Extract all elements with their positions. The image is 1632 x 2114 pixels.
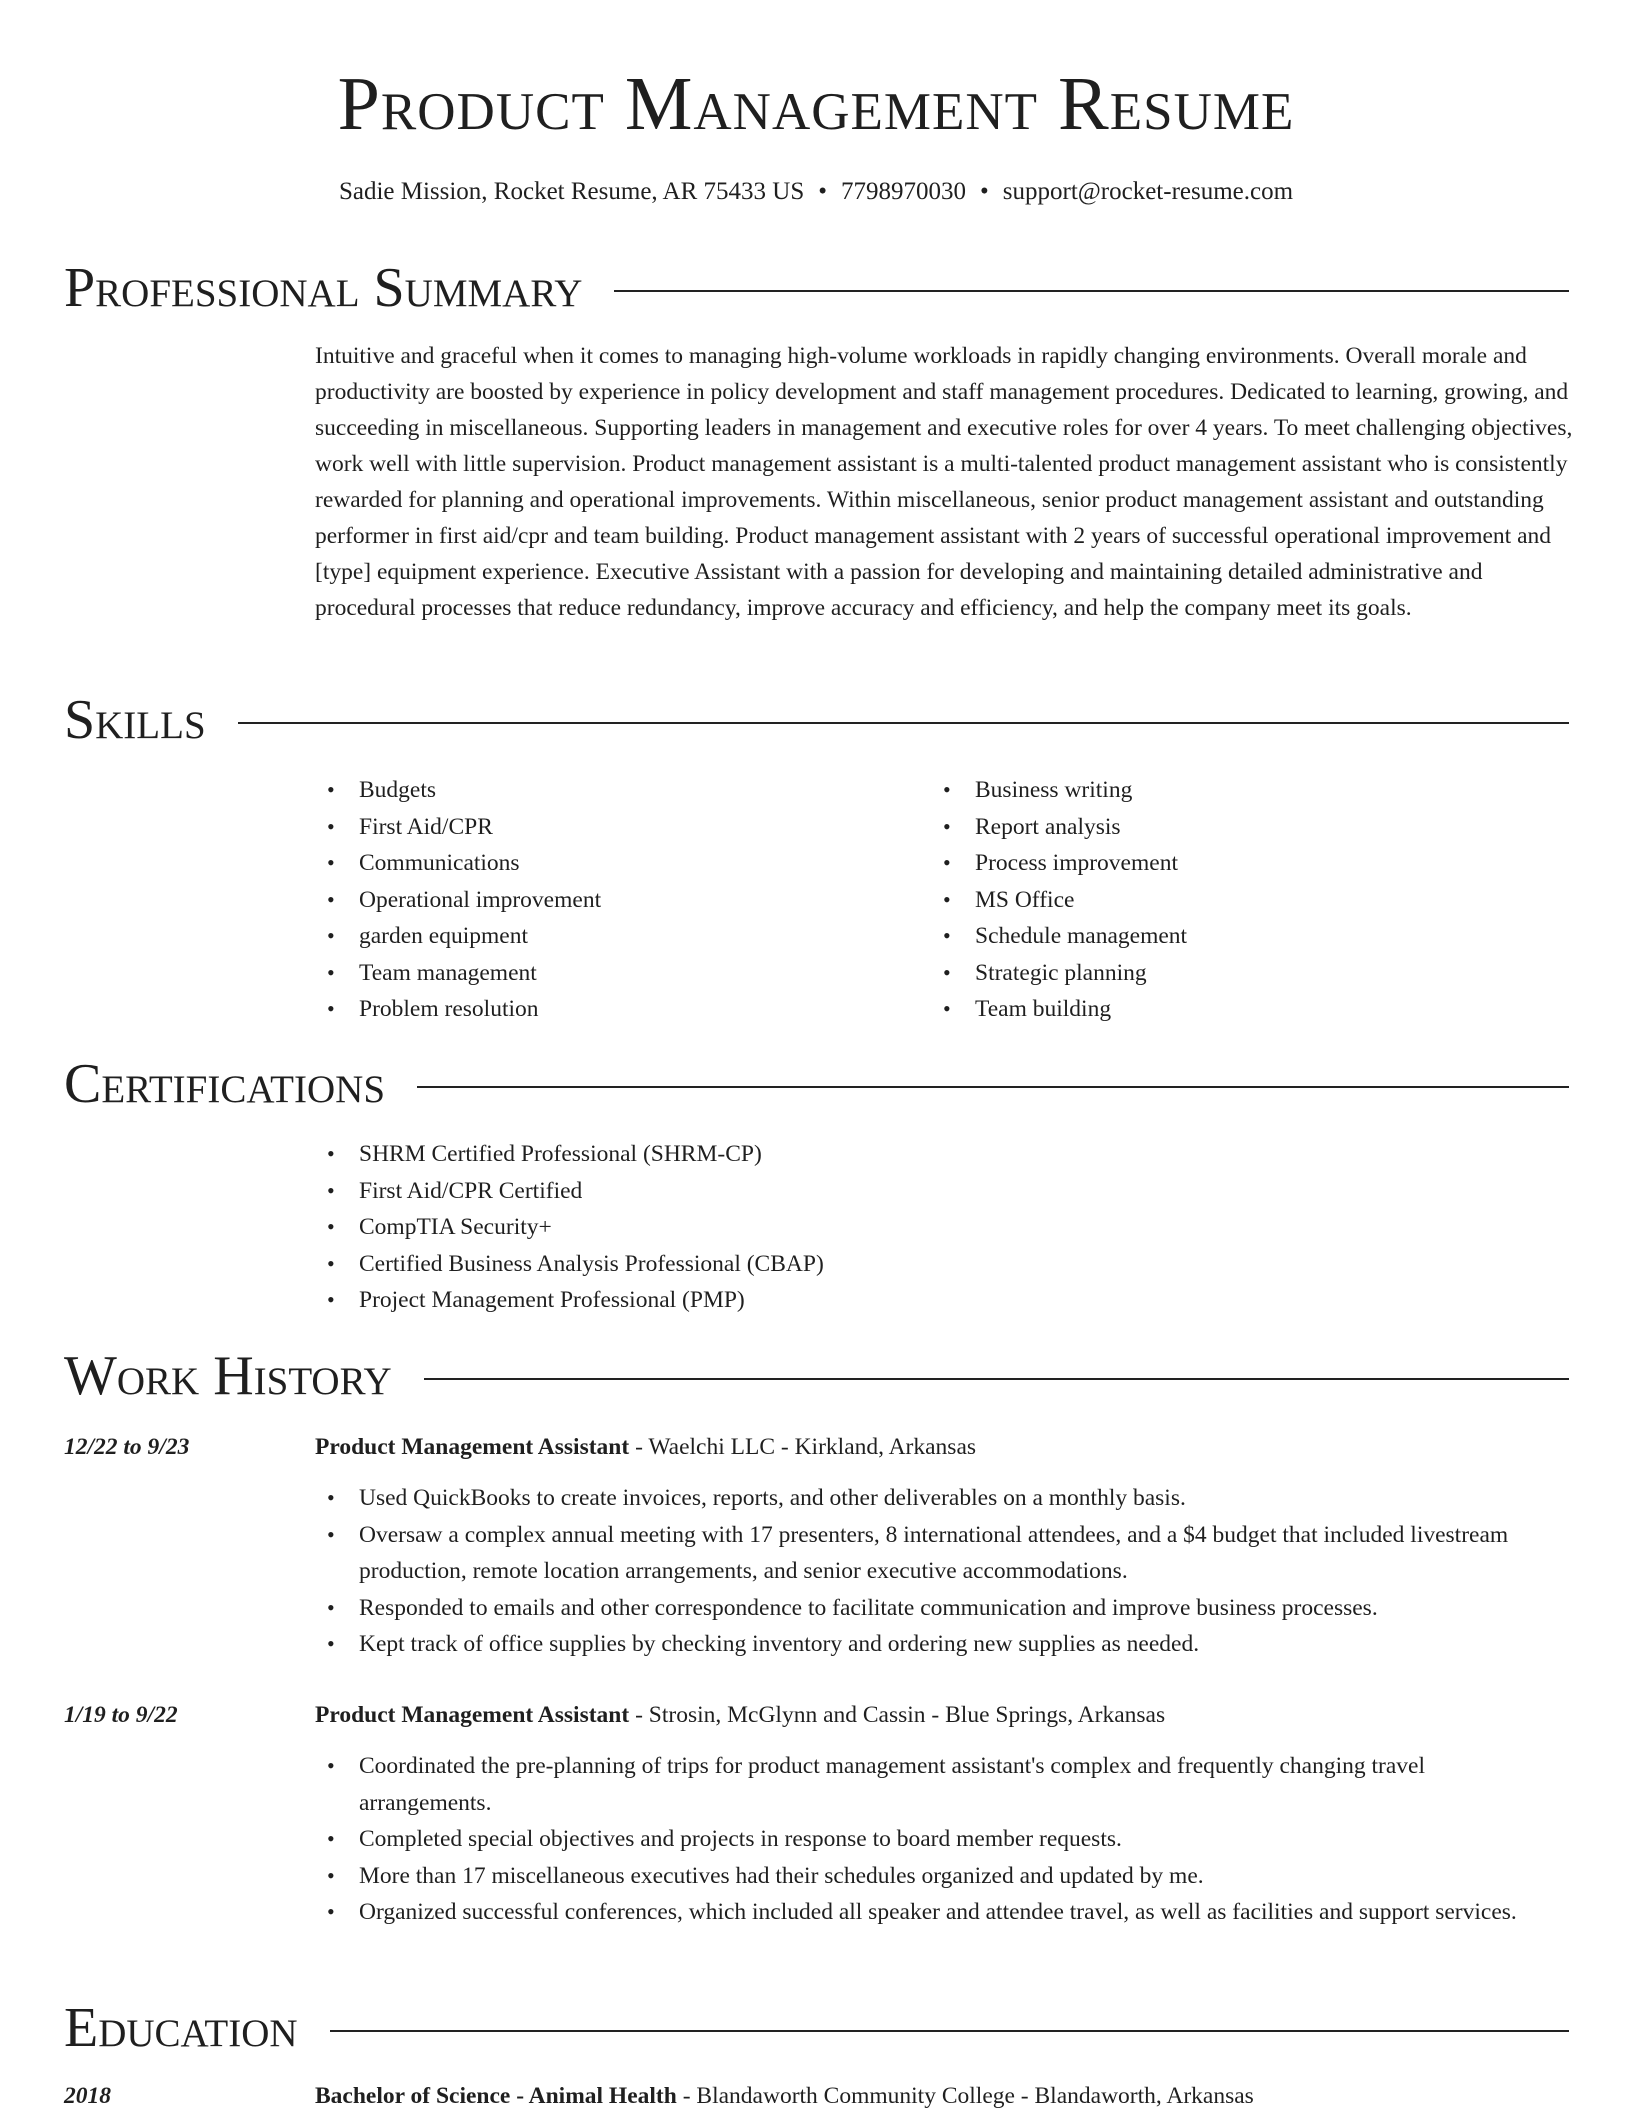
certifications-heading: Certifications — [64, 1053, 386, 1115]
job-dates: 1/19 to 9/22 — [64, 1702, 178, 1728]
job-dates: 12/22 to 9/23 — [64, 1434, 190, 1460]
skill-item: • Report analysis — [931, 809, 1187, 846]
skill-item: • Budgets — [315, 772, 601, 809]
skill-item: • Problem resolution — [315, 991, 601, 1028]
job-bullet: • Coordinated the pre-planning of trips for product management assistant's complex and frequently changing travel arrangements. — [315, 1748, 1530, 1821]
education-section-header — [64, 1996, 1569, 2060]
resume-title: Product Management Resume — [337, 62, 1295, 146]
skill-item: • Process improvement — [931, 845, 1187, 882]
certification-item: • CompTIA Security+ — [315, 1209, 824, 1246]
work-section-header — [64, 1344, 1569, 1408]
section-divider — [238, 722, 1569, 724]
contact-email: support@rocket-resume.com — [1002, 178, 1294, 205]
job-role: Product Management Assistant — [315, 1702, 630, 1728]
job-bullet: • Kept track of office supplies by checking inventory and ordering new supplies as needed. — [315, 1626, 1530, 1663]
skill-item: • MS Office — [931, 882, 1187, 919]
work-heading: Work History — [64, 1345, 392, 1407]
certifications-section-header — [64, 1052, 1569, 1116]
job-company: - Strosin, McGlynn and Cassin - Blue Springs, Arkansas — [629, 1702, 1166, 1728]
section-divider — [330, 2030, 1569, 2032]
contact-separator: • — [818, 178, 827, 205]
job-bullet: • Oversaw a complex annual meeting with 17 presenters, 8 international attendees, and a $4 budget that included livestream production, remote location arrangements, and senior executive accommodations. — [315, 1517, 1530, 1590]
skill-item: • Team building — [931, 991, 1187, 1028]
education-heading: Education — [64, 1997, 298, 2059]
skill-item: • garden equipment — [315, 918, 601, 955]
job-role: Product Management Assistant — [315, 1434, 630, 1460]
skills-list-right — [931, 772, 1187, 1028]
job-bullets — [315, 1480, 1530, 1663]
skill-item: • Operational improvement — [315, 882, 601, 919]
summary-heading: Professional Summary — [64, 257, 583, 319]
summary-section-header — [64, 256, 1569, 320]
job-title-line — [315, 1429, 1575, 1465]
job-bullet: • More than 17 miscellaneous executives had their schedules organized and updated by me. — [315, 1858, 1530, 1895]
certification-item: • Project Management Professional (PMP) — [315, 1282, 824, 1319]
contact-separator: • — [980, 178, 989, 205]
job-bullet: • Responded to emails and other correspondence to facilitate communication and improve business processes. — [315, 1590, 1530, 1627]
job-bullet: • Completed special objectives and projects in response to board member requests. — [315, 1821, 1530, 1858]
job-bullets — [315, 1748, 1530, 1931]
contact-phone: 7798970030 — [841, 178, 966, 205]
certification-item: • SHRM Certified Professional (SHRM-CP) — [315, 1136, 824, 1173]
job-bullet: • Used QuickBooks to create invoices, reports, and other deliverables on a monthly basis. — [315, 1480, 1530, 1517]
skills-section-header — [64, 688, 1569, 752]
skill-item: • Business writing — [931, 772, 1187, 809]
skill-item: • Team management — [315, 955, 601, 992]
education-line — [315, 2078, 1575, 2114]
certification-item: • Certified Business Analysis Professional (CBAP) — [315, 1246, 824, 1283]
skills-list-left — [315, 772, 601, 1028]
section-divider — [417, 1086, 1569, 1088]
job-bullet: • Organized successful conferences, which included all speaker and attendee travel, as well as facilities and support services. — [315, 1894, 1530, 1931]
job-title-line — [315, 1697, 1575, 1733]
education-degree: Bachelor of Science - Animal Health — [315, 2083, 677, 2109]
certification-item: • First Aid/CPR Certified — [315, 1173, 824, 1210]
skills-heading: Skills — [64, 689, 206, 751]
education-school: - Blandaworth Community College - Blandaworth, Arkansas — [676, 2083, 1254, 2109]
section-divider — [424, 1378, 1569, 1380]
certifications-list — [315, 1136, 824, 1319]
contact-line — [0, 174, 1632, 210]
education-year: 2018 — [64, 2083, 111, 2109]
section-divider — [614, 290, 1569, 292]
contact-address: Sadie Mission, Rocket Resume, AR 75433 US — [338, 178, 805, 205]
skill-item: • Communications — [315, 845, 601, 882]
skill-item: • Schedule management — [931, 918, 1187, 955]
skill-item: • First Aid/CPR — [315, 809, 601, 846]
summary-text: Intuitive and graceful when it comes to managing high-volume workloads in rapidly changing environments. Overall morale and productivity are boosted by experience in policy development and staff management procedures. Dedicated to learning, growing, and succeeding in miscellaneous. Supporting leaders in management and executive roles for over 4 years. To meet challenging objectives, work well with little supervision. Product management assistant is a multi-talented product management assistant who is consistently rewarded for planning and operational improvements. Within miscellaneous, senior product management assistant and outstanding performer in first aid/cpr and team building. Product management assistant with 2 years of successful operational improvement and [type] equipment experience. Executive Assistant with a passion for developing and maintaining detailed administrative and procedural processes that reduce redundancy, improve accuracy and efficiency, and help the company meet its goals. — [315, 343, 1573, 621]
skill-item: • Strategic planning — [931, 955, 1187, 992]
job-company: - Waelchi LLC - Kirkland, Arkansas — [629, 1434, 977, 1460]
